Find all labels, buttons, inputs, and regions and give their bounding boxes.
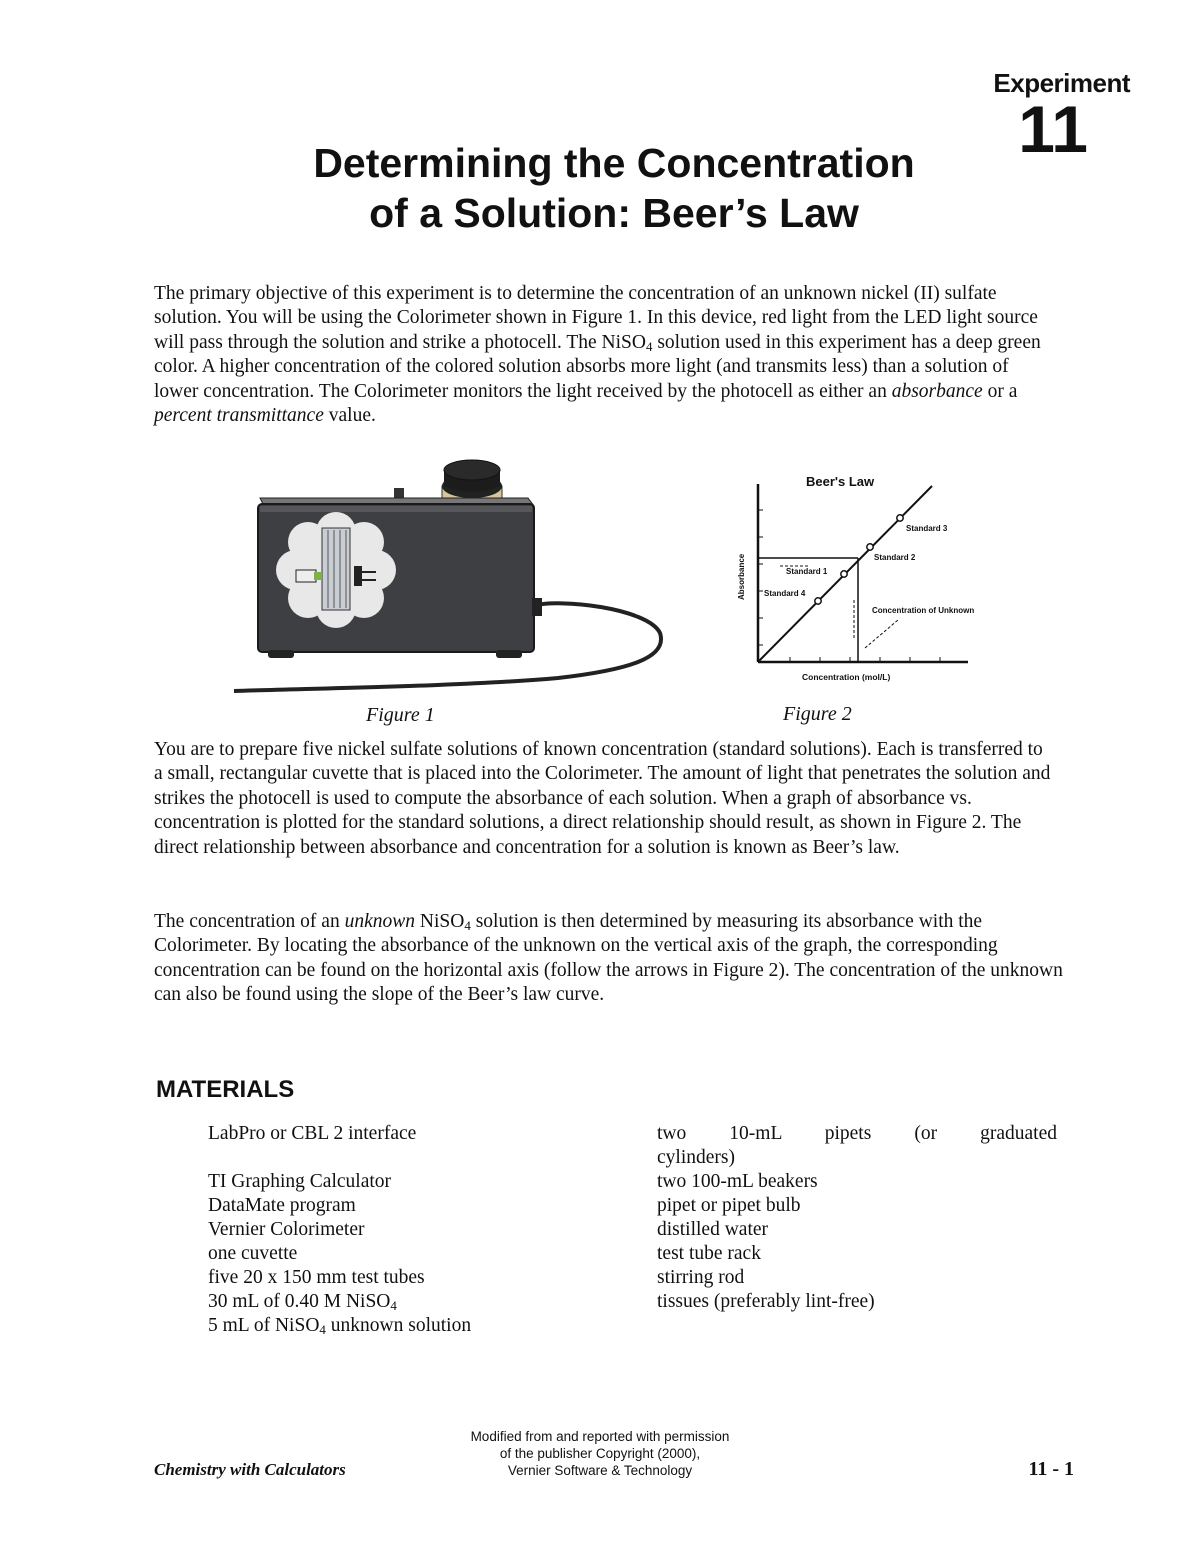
experiment-label: Experiment bbox=[993, 68, 1130, 98]
y-axis-label: Absorbance bbox=[737, 553, 746, 600]
graph-title: Beer's Law bbox=[806, 474, 875, 489]
footer-permission-note: Modified from and reported with permission of the publisher Copyright (2000), Vernier Software & Technology bbox=[470, 1429, 730, 1478]
materials-list-right bbox=[657, 1122, 1057, 1314]
label-standard-1: Standard 1 bbox=[786, 567, 828, 576]
list-item: stirring rod bbox=[657, 1267, 745, 1288]
experiment-number: 11 bbox=[1018, 92, 1088, 166]
title-line-2: of a Solution: Beer’s Law bbox=[369, 190, 859, 236]
standard-point bbox=[897, 515, 903, 521]
list-item: 5 mL of NiSO$_4$ unknown solution bbox=[208, 1315, 472, 1337]
list-item: TI Graphing Calculator bbox=[208, 1171, 392, 1192]
body-paragraph-unknown: The concentration of an unknown NiSO$_4$ solution is then determined by measuring its absorbance with the Colorimeter. By locating the absorbance of the unknown on the vertical axis of the graph, the corresponding concentration can be found on the horizontal axis (follow the arrows in Figure 2). The concentration of the unknown can also be found using the slope of the Beer’s law curve. bbox=[154, 911, 1063, 1006]
label-standard-2: Standard 2 bbox=[874, 553, 916, 562]
figure-2-caption: Figure 2 bbox=[783, 703, 852, 725]
title-line-1: Determining the Concentration bbox=[313, 140, 915, 186]
body-paragraph-standards: You are to prepare five nickel sulfate solutions of known concentration (standard solutions). Each is transferred to a small, rectangular cuvette that is placed into the Colorimeter. The amount of light that penetrates the solution and strikes the photocell is used to compute the absorbance of each solution. When a graph of absorbance vs. concentration is plotted for the standard solutions, a direct relationship should result, as shown in Figure 2. The direct relationship between absorbance and concentration for a solution is known as Beer’s law. bbox=[154, 739, 1051, 858]
label-unknown: Concentration of Unknown bbox=[872, 606, 975, 615]
beers-law-graph bbox=[730, 470, 980, 685]
colorimeter-illustration bbox=[228, 458, 668, 698]
label-standard-4: Standard 4 bbox=[764, 589, 806, 598]
list-item: DataMate program bbox=[208, 1195, 356, 1216]
footer-book-title: Chemistry with Calculators bbox=[154, 1460, 346, 1479]
label-pointer bbox=[865, 620, 898, 648]
list-item: LabPro or CBL 2 interface bbox=[208, 1123, 417, 1144]
figure-1-caption: Figure 1 bbox=[366, 704, 435, 726]
list-item: two 100-mL beakers bbox=[657, 1171, 818, 1192]
label-standard-3: Standard 3 bbox=[906, 524, 948, 533]
list-item: 30 mL of 0.40 M NiSO$_4$ bbox=[208, 1291, 397, 1313]
list-item: pipet or pipet bulb bbox=[657, 1195, 801, 1216]
x-axis-label: Concentration (mol/L) bbox=[802, 672, 891, 682]
list-item: one cuvette bbox=[208, 1243, 298, 1264]
materials-list-left bbox=[208, 1122, 628, 1338]
footer-page-number: 11 - 1 bbox=[1028, 1458, 1074, 1480]
list-item: five 20 x 150 mm test tubes bbox=[208, 1267, 425, 1288]
standard-point bbox=[867, 544, 873, 550]
list-item: distilled water bbox=[657, 1219, 769, 1240]
list-item: Vernier Colorimeter bbox=[208, 1219, 365, 1240]
materials-heading: MATERIALS bbox=[156, 1076, 295, 1103]
list-item: tissues (preferably lint-free) bbox=[657, 1291, 875, 1312]
list-item: test tube rack bbox=[657, 1243, 761, 1264]
standard-point bbox=[815, 598, 821, 604]
standard-point bbox=[841, 571, 847, 577]
list-item: two 10-mL pipets (or graduated bbox=[657, 1123, 1057, 1144]
page-title bbox=[0, 138, 1200, 238]
intro-paragraph: The primary objective of this experiment is to determine the concentration of an unknown nickel (II) sulfate solution. You will be using the Colorimeter shown in Figure 1. In this device, red light from the LED light source will pass through the solution and strike a photocell. The NiSO$_4$ solution used in this experiment has a deep green color. A higher concentration of the colored solution absorbs more light (and transmits less) than a solution of lower concentration. The Colorimeter monitors the light received by the photocell as either an absorbance or a percent transmittance value. bbox=[154, 283, 1041, 427]
list-item: cylinders) bbox=[657, 1147, 735, 1168]
